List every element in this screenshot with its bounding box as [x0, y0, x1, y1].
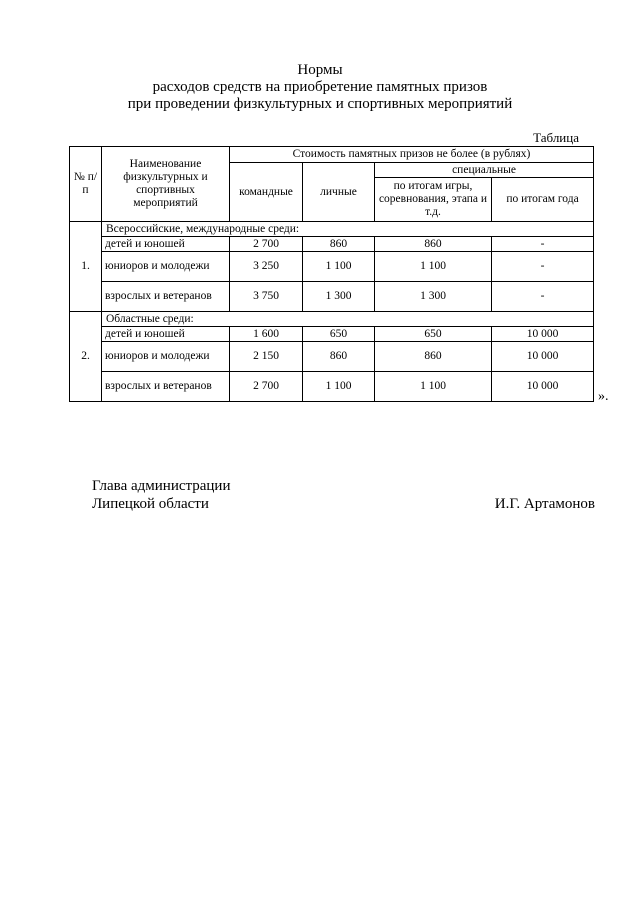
cell-by-game: 860: [375, 342, 492, 372]
cell-by-year: -: [492, 282, 594, 312]
row-name: юниоров и молодежи: [102, 252, 230, 282]
cell-by-game: 860: [375, 237, 492, 252]
doc-title-line1: Нормы: [297, 62, 343, 78]
group-title: Областные среди:: [102, 312, 594, 327]
signatory-name: И.Г. Артамонов: [494, 496, 595, 512]
cell-personal: 650: [303, 327, 375, 342]
table-row: [70, 282, 594, 312]
cell-team: 3 750: [230, 282, 303, 312]
header-name: Наименование физкультурных и спортивных мероприятий: [102, 147, 230, 222]
header-team: командные: [230, 163, 303, 222]
header-by-game: по итогам игры, соревнования, этапа и т.д.: [375, 178, 492, 222]
table-row: [70, 372, 594, 402]
cell-by-year: 10 000: [492, 372, 594, 402]
norms-table: [69, 146, 594, 402]
cell-team: 2 700: [230, 372, 303, 402]
cell-by-year: -: [492, 237, 594, 252]
cell-team: 2 700: [230, 237, 303, 252]
header-special: специальные: [375, 163, 594, 178]
group-title: Всероссийские, международные среди:: [102, 222, 594, 237]
row-name: детей и юношей: [102, 327, 230, 342]
row-name: взрослых и ветеранов: [102, 372, 230, 402]
group-row: [70, 312, 594, 327]
cell-personal: 1 100: [303, 252, 375, 282]
cell-by-game: 1 100: [375, 372, 492, 402]
header-by-year: по итогам года: [492, 178, 594, 222]
signatory-position: [92, 477, 230, 513]
cell-by-game: 1 100: [375, 252, 492, 282]
cell-personal: 860: [303, 237, 375, 252]
group-num: 1.: [70, 222, 102, 312]
row-name: юниоров и молодежи: [102, 342, 230, 372]
table-caption: Таблица: [533, 130, 579, 145]
doc-title-line2: расходов средств на приобретение памятных призов: [152, 79, 488, 95]
table-row: [70, 342, 594, 372]
cell-team: 2 150: [230, 342, 303, 372]
cell-personal: 860: [303, 342, 375, 372]
cell-personal: 1 100: [303, 372, 375, 402]
cell-by-year: -: [492, 252, 594, 282]
cell-by-year: 10 000: [492, 327, 594, 342]
row-name: взрослых и ветеранов: [102, 282, 230, 312]
table-row: [70, 327, 594, 342]
group-row: [70, 222, 594, 237]
cell-by-year: 10 000: [492, 342, 594, 372]
table-row: [70, 252, 594, 282]
cell-personal: 1 300: [303, 282, 375, 312]
closing-quote-mark: ».: [598, 389, 609, 404]
signatory-position-line1: Глава администрации: [92, 478, 231, 494]
group-num: 2.: [70, 312, 102, 402]
table-row: [70, 237, 594, 252]
header-personal: личные: [303, 163, 375, 222]
signatory-position-line2: Липецкой области: [92, 496, 209, 512]
row-name: детей и юношей: [102, 237, 230, 252]
header-num: № п/п: [70, 147, 102, 222]
doc-title-line3: при проведении физкультурных и спортивных мероприятий: [127, 96, 513, 112]
header-cost: Стоимость памятных призов не более (в рублях): [230, 147, 594, 163]
cell-by-game: 1 300: [375, 282, 492, 312]
cell-team: 1 600: [230, 327, 303, 342]
cell-team: 3 250: [230, 252, 303, 282]
cell-by-game: 650: [375, 327, 492, 342]
